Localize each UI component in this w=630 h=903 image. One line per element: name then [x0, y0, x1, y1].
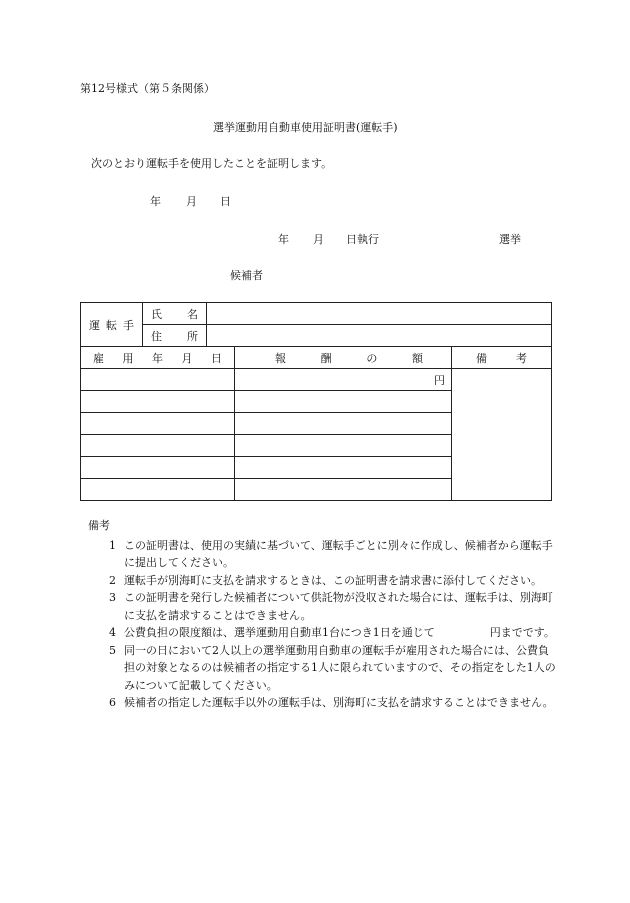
hire-date-cell[interactable] — [81, 435, 235, 457]
note-item — [88, 589, 558, 624]
driver-label: 運 転 手 — [89, 318, 134, 332]
remarks-header-label: 備 考 — [476, 351, 528, 365]
address-field[interactable] — [207, 325, 552, 347]
remuneration-cell[interactable] — [235, 369, 452, 391]
remuneration-header — [235, 347, 452, 369]
note-number: 5 — [109, 643, 116, 657]
note-item — [88, 572, 558, 590]
note-item — [88, 624, 558, 642]
note-text: 運転手が別海町に支払を請求するときは、この証明書を請求書に添付してください。 — [124, 573, 542, 587]
date-day-label: 日 — [220, 195, 231, 208]
notes-heading: 備考 — [88, 519, 110, 532]
name-row — [81, 303, 552, 325]
date-month-label: 月 — [186, 195, 197, 208]
note-item — [88, 642, 558, 695]
note-number: 1 — [109, 538, 116, 552]
driver-label-cell — [81, 303, 143, 347]
remarks-cell[interactable] — [452, 369, 552, 501]
remuneration-cell[interactable] — [235, 413, 452, 435]
note-text: 同一の日において2人以上の選挙運動用自動車の運転手が雇用された場合には、公費負担の対象となるのは候補者の指定する1人に限られていますので、その指定をした1人のみについて記載してください。 — [124, 643, 556, 692]
hire-date-header-label: 雇 用 年 月 日 — [93, 351, 222, 365]
note-text: この証明書は、使用の実績に基づいて、運転手ごとに別々に作成し、候補者から運転手に提出してください。 — [124, 538, 553, 569]
hire-date-header — [81, 347, 235, 369]
hire-date-cell[interactable] — [81, 413, 235, 435]
intro-text: 次のとおり運転手を使用したことを証明します。 — [91, 157, 333, 170]
table-row — [81, 369, 552, 391]
address-row — [81, 325, 552, 347]
note-item — [88, 537, 558, 572]
remuneration-cell[interactable] — [235, 391, 452, 413]
election-month-label: 月 — [313, 233, 324, 246]
remuneration-cell[interactable] — [235, 435, 452, 457]
note-text: 公費負担の限度額は、選挙運動用自動車1台につき1日を通じて 円までです。 — [124, 626, 555, 639]
header-row — [81, 347, 552, 369]
note-item — [88, 694, 558, 712]
candidate-label: 候補者 — [230, 269, 263, 282]
name-label-cell — [143, 303, 207, 325]
note-number: 4 — [109, 626, 116, 639]
remuneration-header-label: 報 酬 の 額 — [275, 351, 423, 365]
notes-section — [88, 517, 558, 712]
hire-date-cell[interactable] — [81, 457, 235, 479]
address-label: 住 所 — [151, 329, 198, 343]
document-title: 選挙運動用自動車使用証明書(運転手) — [213, 121, 398, 134]
name-label: 氏 名 — [151, 307, 198, 321]
hire-date-cell[interactable] — [81, 391, 235, 413]
remarks-header — [452, 347, 552, 369]
yen-unit: 円 — [434, 373, 445, 387]
note-text: この証明書を発行した候補者について供託物が没収された場合には、運転手は、別海町に支払を請求することはできません。 — [124, 591, 553, 622]
note-text: 候補者の指定した運転手以外の運転手は、別海町に支払を請求することはできません。 — [124, 696, 554, 709]
note-number: 6 — [109, 696, 116, 709]
driver-certificate-table — [80, 302, 552, 501]
remuneration-cell[interactable] — [235, 457, 452, 479]
name-field[interactable] — [207, 303, 552, 325]
address-label-cell — [143, 325, 207, 347]
election-day-exec-label: 日執行 — [346, 233, 379, 246]
note-number: 2 — [109, 573, 116, 587]
hire-date-cell[interactable] — [81, 369, 235, 391]
remuneration-cell[interactable] — [235, 479, 452, 501]
date-year-label: 年 — [150, 195, 161, 208]
election-year-label: 年 — [278, 233, 289, 246]
note-number: 3 — [109, 591, 116, 604]
form-number: 第12号様式（第５条関係） — [80, 82, 215, 95]
election-label: 選挙 — [499, 233, 521, 246]
hire-date-cell[interactable] — [81, 479, 235, 501]
